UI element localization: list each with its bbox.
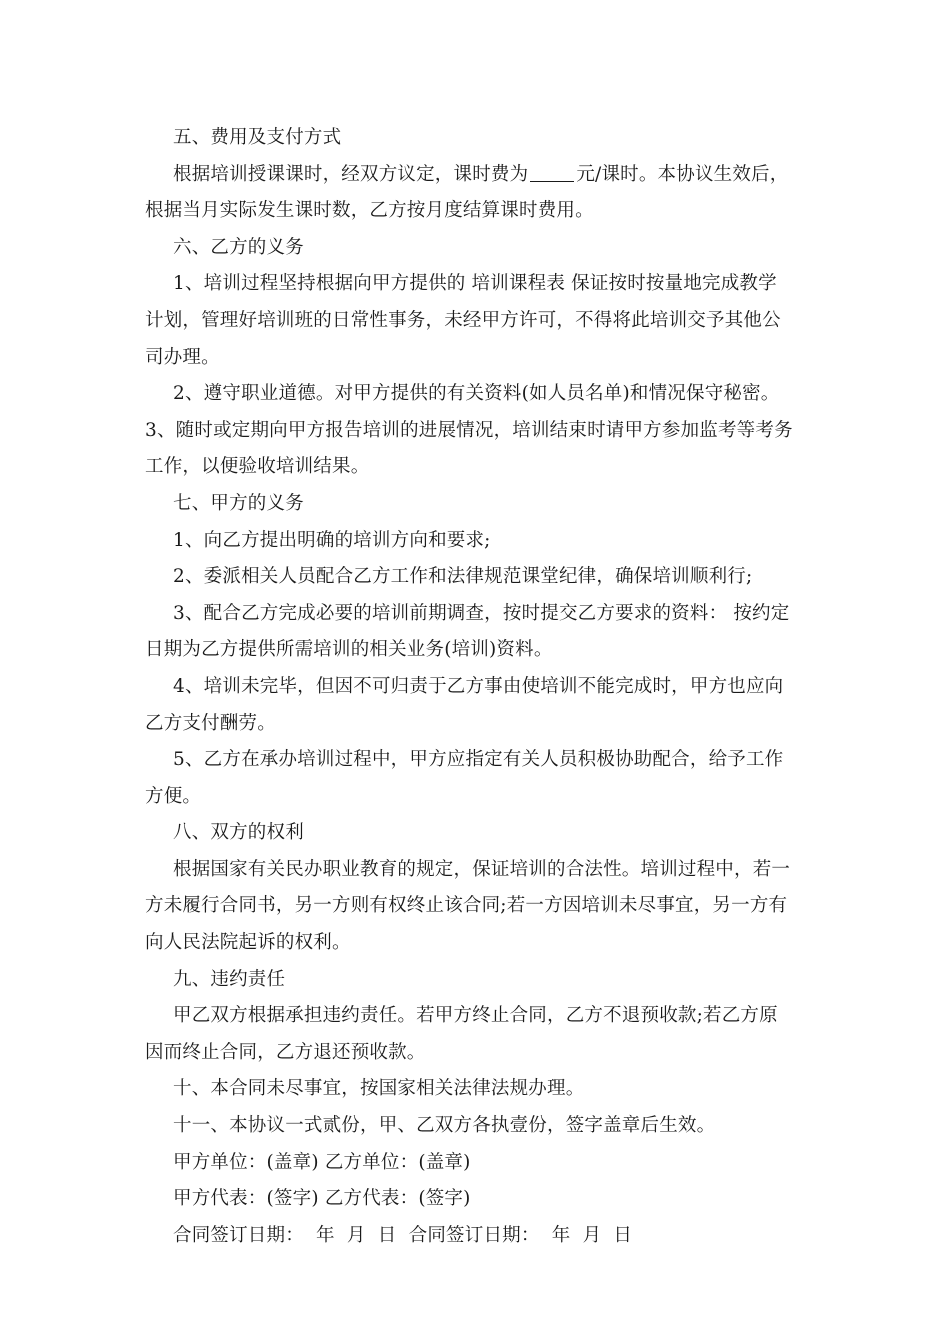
paragraph-line: 日期为乙方提供所需培训的相关业务(培训)资料。 [145, 639, 553, 661]
clause-ten: 十、本合同未尽事宜，按国家相关法律法规办理。 [173, 1078, 585, 1100]
paragraph-line: 4、培训未完毕，但因不可归责于乙方事由使培训不能完成时，甲方也应向 [173, 675, 784, 697]
paragraph-line: 1、向乙方提出明确的培训方向和要求; [173, 529, 491, 551]
paragraph-line: 向人民法院起诉的权利。 [145, 932, 351, 954]
section-heading-liability: 九、违约责任 [173, 968, 286, 990]
paragraph-line: 因而终止合同，乙方退还预收款。 [145, 1041, 426, 1063]
section-heading-fees: 五、费用及支付方式 [173, 127, 342, 148]
paragraph-line: 2、遵守职业道德。对甲方提供的有关资料(如人员名单)和情况保守秘密。 [173, 383, 780, 405]
fee-blank-field [530, 163, 574, 182]
paragraph-line: 方未履行合同书，另一方则有权终止该合同;若一方因培训未尽事宜，另一方有 [145, 895, 788, 917]
paragraph-line: 根据国家有关民办职业教育的规定，保证培训的合法性。培训过程中，若一 [173, 858, 791, 880]
paragraph-line: 甲乙双方根据承担违约责任。若甲方终止合同，乙方不退预收款;若乙方原 [173, 1005, 778, 1027]
section-heading-party-b-obligations: 六、乙方的义务 [173, 236, 304, 258]
paragraph-line: 根据当月实际发生课时数，乙方按月度结算课时费用。 [145, 200, 594, 222]
paragraph-line: 1、培训过程坚持根据向甲方提供的 培训课程表 保证按时按量地完成教学 [173, 273, 777, 295]
document-body [145, 120, 810, 1254]
signature-units: 甲方单位：(盖章) 乙方单位：(盖章) [173, 1151, 471, 1173]
paragraph-line: 方便。 [145, 785, 202, 807]
paragraph-line: 乙方支付酬劳。 [145, 712, 276, 734]
paragraph-line: 2、委派相关人员配合乙方工作和法律规范课堂纪律，确保培训顺利行; [173, 566, 753, 588]
paragraph-line: 计划，管理好培训班的日常性事务，未经甲方许可，不得将此培训交予其他公 [145, 309, 781, 331]
signing-dates: 合同签订日期： 年 月 日 合同签订日期： 年 月 日 [173, 1224, 633, 1246]
paragraph-line: 司办理。 [145, 346, 220, 368]
clause-eleven: 十一、本协议一式贰份，甲、乙双方各执壹份，签字盖章后生效。 [173, 1115, 716, 1137]
paragraph-line: 3、随时或定期向甲方报告培训的进展情况，培训结束时请甲方参加监考等考务 [145, 419, 793, 441]
paragraph-line: 5、乙方在承办培训过程中，甲方应指定有关人员积极协助配合，给予工作 [173, 749, 784, 771]
section-heading-party-a-obligations: 七、甲方的义务 [173, 492, 304, 514]
paragraph-line: 根据培训授课课时，经双方议定，课时费为 元/课时。本协议生效后， [173, 163, 789, 185]
paragraph-line: 3、配合乙方完成必要的培训前期调查，按时提交乙方要求的资料： 按约定 [173, 602, 790, 624]
section-heading-rights: 八、双方的权利 [173, 822, 304, 844]
signature-representatives: 甲方代表：(签字) 乙方代表：(签字) [173, 1188, 471, 1210]
paragraph-line: 工作，以便验收培训结果。 [145, 456, 370, 478]
